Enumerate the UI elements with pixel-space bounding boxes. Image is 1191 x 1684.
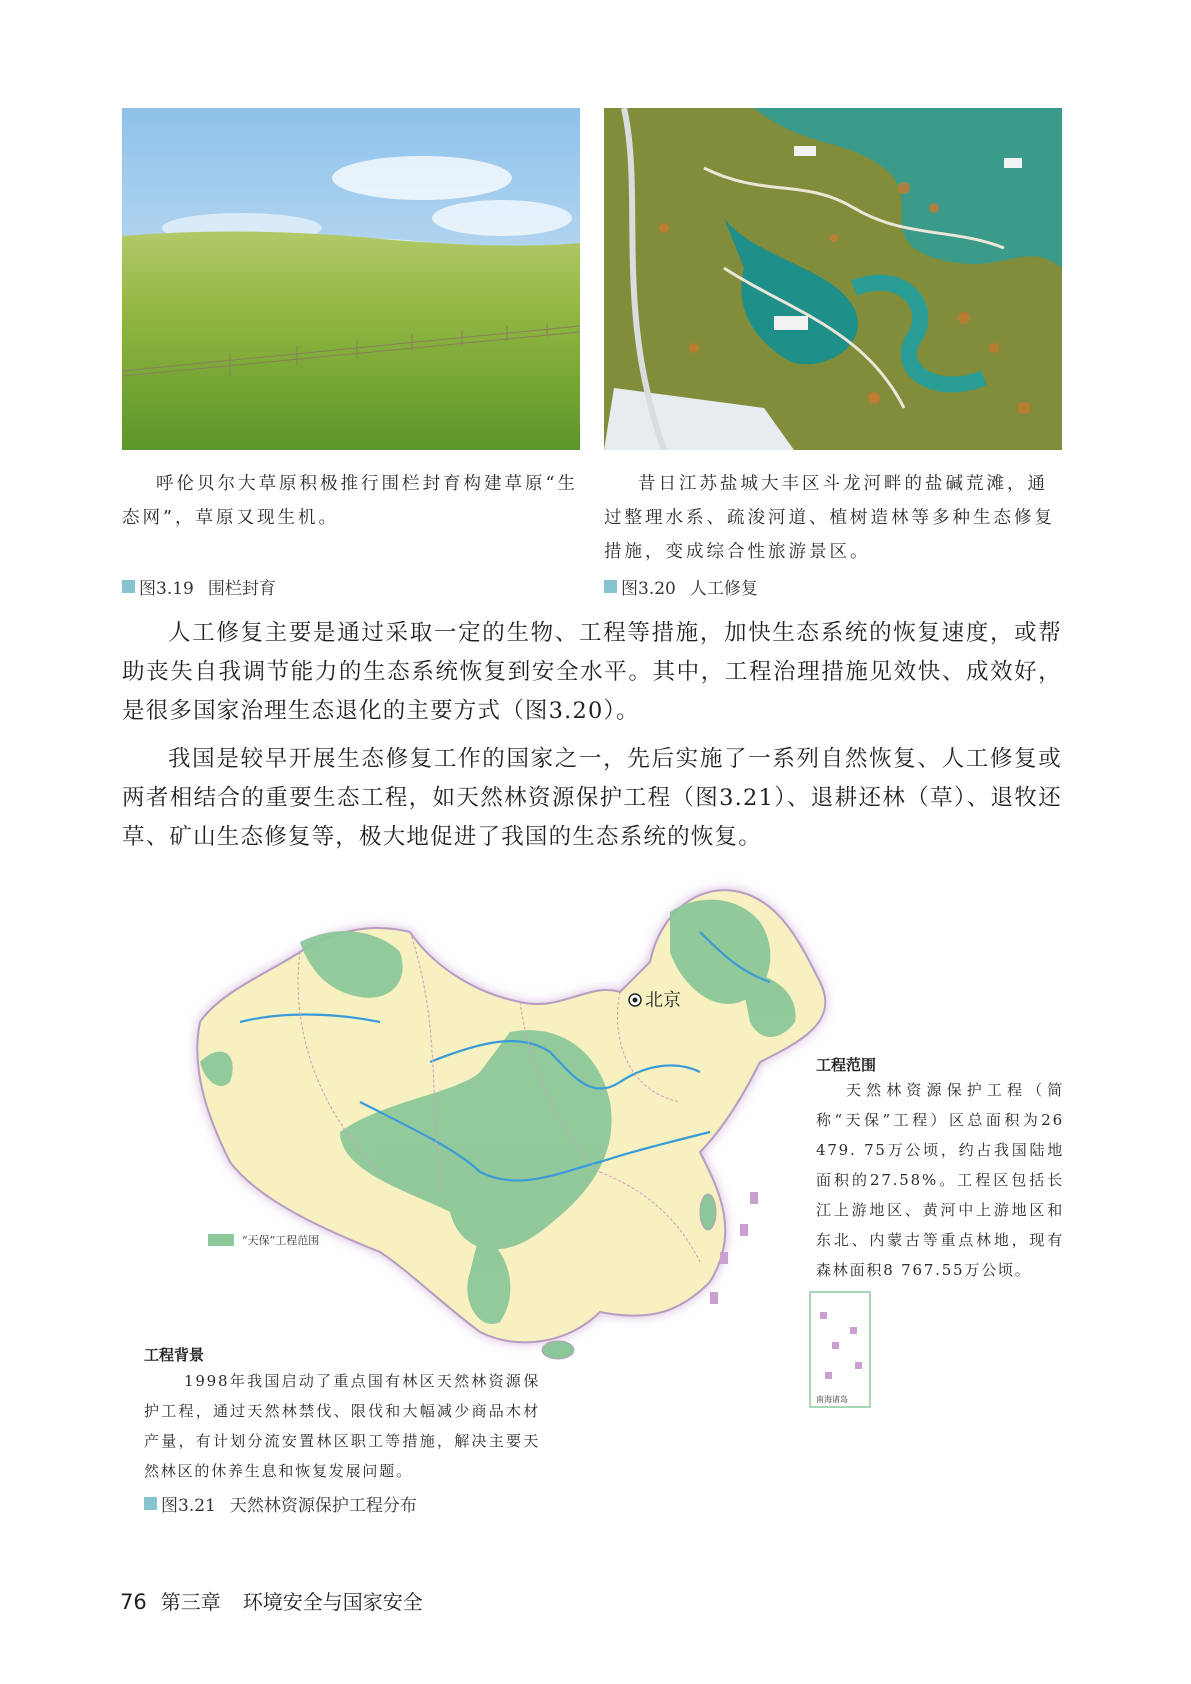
figure-title: 天然林资源保护工程分布 xyxy=(229,1496,417,1516)
legend-label: “天保”工程范围 xyxy=(242,1234,320,1247)
figure-marker-icon xyxy=(604,580,617,593)
figure-3-20-caption: 昔日江苏盐城大丰区斗龙河畔的盐碱荒滩，通过整理水系、疏浚河道、植树造林等多种生态修复措施，变成综合性旅游景区。 xyxy=(604,474,1055,562)
figure-title: 围栏封育 xyxy=(207,579,276,599)
grassland-photo xyxy=(122,108,580,450)
chapter-title: 环境安全与国家安全 xyxy=(242,1590,423,1614)
china-forest-map xyxy=(180,872,900,1432)
body-paragraph-2: 我国是较早开展生态修复工作的国家之一，先后实施了一系列自然恢复、人工修复或两者相结合的重要生态工程，如天然林资源保护工程（图3.21）、退耕还林（草）、退牧还草、矿山生态修复等，极大地促进了我国的生态系统的恢复。 xyxy=(122,746,1062,850)
background-heading: 工程背景 xyxy=(144,1346,205,1364)
south-china-sea-inset xyxy=(810,1292,870,1407)
figure-title: 人工修复 xyxy=(689,579,758,599)
figure-number: 图3.21 xyxy=(161,1496,216,1516)
legend-swatch xyxy=(208,1234,234,1246)
scope-heading: 工程范围 xyxy=(816,1056,877,1074)
figure-3-21-label xyxy=(144,1491,417,1516)
beijing-label: 北京 xyxy=(645,990,681,1010)
figure-3-20-label xyxy=(604,574,758,599)
body-paragraph-1: 人工修复主要是通过采取一定的生物、工程等措施，加快生态系统的恢复速度，或帮助丧失自我调节能力的生态系统恢复到安全水平。其中，工程治理措施见效快、成效好，是很多国家治理生态退化的主要方式（图3.20）。 xyxy=(122,620,1062,724)
scope-text: 天然林资源保护工程（简称“天保”工程）区总面积为26 479. 75万公顷，约占我国陆地面积的27.58%。工程区包括长江上游地区、黄河中上游地区和东北、内蒙古等重点林地，现有森林面积8 767.55万公顷。 xyxy=(816,1081,1064,1279)
inset-label: 南海诸岛 xyxy=(816,1395,848,1404)
figure-number: 图3.20 xyxy=(621,579,676,599)
page-footer xyxy=(120,1586,423,1615)
aerial-park-photo xyxy=(604,108,1062,450)
figure-marker-icon xyxy=(122,580,135,593)
chapter-number: 第三章 xyxy=(160,1590,221,1614)
figure-number: 图3.19 xyxy=(139,579,194,599)
page-number: 76 xyxy=(120,1590,147,1614)
background-text: 1998年我国启动了重点国有林区天然林资源保护工程，通过天然林禁伐、限伐和大幅减少商品木材产量，有计划分流安置林区职工等措施，解决主要天然林区的休养生息和恢复发展问题。 xyxy=(144,1372,540,1480)
figure-marker-icon xyxy=(144,1497,157,1510)
figure-3-19-caption: 呼伦贝尔大草原积极推行围栏封育构建草原“生态网”，草原又现生机。 xyxy=(122,474,578,528)
figure-3-19-label xyxy=(122,574,276,599)
